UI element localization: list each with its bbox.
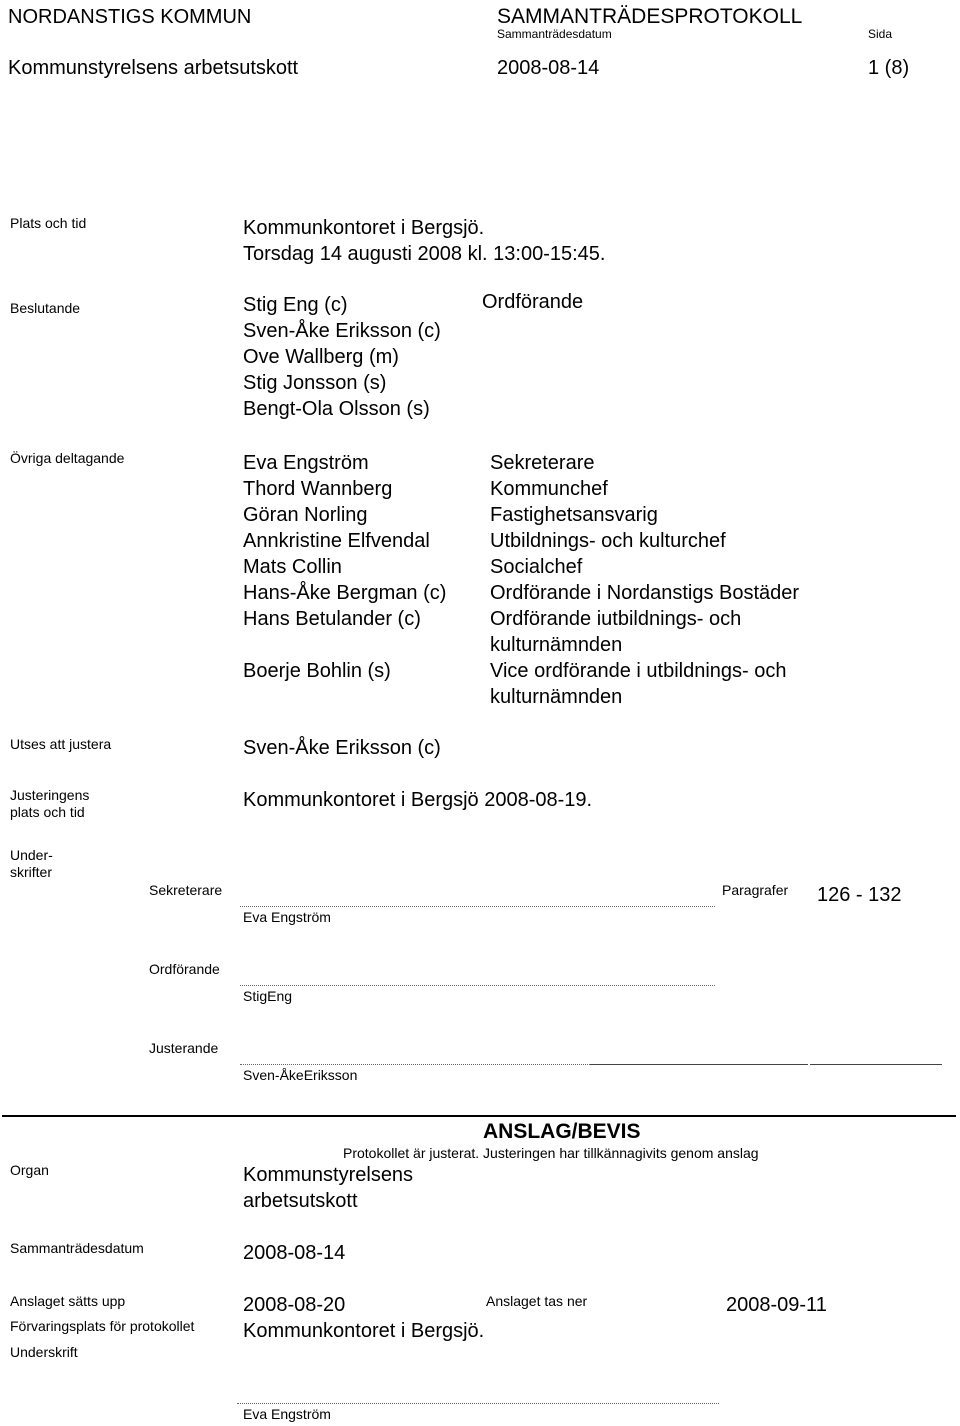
meeting-date-value: 2008-08-14 (243, 1242, 346, 1264)
page-column-label: Sida (868, 27, 893, 41)
posted-label: Anslaget sätts upp (10, 1293, 126, 1309)
participant-name: Göran Norling (243, 504, 368, 526)
place-line: Kommunkontoret i Bergsjö. (243, 217, 485, 239)
notice-signature-line (237, 1403, 719, 1404)
other-participants-label: Övriga deltagande (10, 450, 125, 466)
removed-label: Anslaget tas ner (486, 1293, 588, 1309)
adjuster-value: Sven-Åke Eriksson (c) (243, 737, 441, 759)
place-time-value (243, 215, 605, 267)
chair-label: Ordförande (149, 961, 220, 977)
secretary-name: Eva Engström (243, 909, 331, 925)
organ-label: Organ (10, 1162, 49, 1178)
date-column-label: Sammanträdesdatum (497, 27, 612, 41)
adjustment-place-value: Kommunkontoret i Bergsjö 2008-08-19. (243, 789, 593, 811)
meeting-date-label: Sammanträdesdatum (10, 1240, 144, 1256)
committee-name: Kommunstyrelsens arbetsutskott (8, 57, 299, 79)
other-participants-names (243, 450, 446, 684)
signature-label: Underskrift (10, 1344, 78, 1360)
chair-role: Ordförande (482, 291, 584, 313)
participant-name: Eva Engström (243, 452, 369, 474)
paragraphs-label: Paragrafer (722, 882, 789, 898)
secretary-label: Sekreterare (149, 882, 223, 898)
decision-makers-list (243, 292, 441, 422)
second-adjusting-signature-line (590, 1064, 808, 1065)
participant-name: Annkristine Elfvendal (243, 530, 430, 552)
time-line: Torsdag 14 augusti 2008 kl. 13:00-15:45. (243, 243, 606, 265)
paragraphs-value: 126 - 132 (817, 884, 902, 906)
signatures-label-1: Under- (10, 847, 53, 863)
participant-role: Ordförande i Nordanstigs Bostäder (490, 582, 800, 604)
organ-line: arbetsutskott (243, 1190, 358, 1212)
section-divider (2, 1115, 956, 1117)
participant-role: Sekreterare (490, 452, 595, 474)
participant-name: Mats Collin (243, 556, 342, 578)
participant-role: Socialchef (490, 556, 583, 578)
member-name: Stig Eng (c) (243, 294, 348, 316)
meeting-date: 2008-08-14 (497, 57, 600, 79)
notice-signer-name: Eva Engström (243, 1406, 331, 1422)
adjustment-place-label-2: plats och tid (10, 804, 85, 820)
participant-role: kulturnämnden (490, 686, 623, 708)
adjusting-name: Sven-ÅkeEriksson (243, 1067, 358, 1083)
notice-subtitle: Protokollet är justerat. Justeringen har tillkännagivits genom anslag (343, 1145, 759, 1161)
participant-name: Hans Betulander (c) (243, 608, 421, 630)
adjusting-label: Justerande (149, 1040, 219, 1056)
member-name: Stig Jonsson (s) (243, 372, 387, 394)
participant-role: Utbildnings- och kulturchef (490, 530, 726, 552)
chair-name: StigEng (243, 988, 293, 1004)
other-participants-roles (490, 450, 799, 710)
participant-name: Hans-Åke Bergman (c) (243, 582, 447, 604)
storage-label: Förvaringsplats för protokollet (10, 1318, 195, 1334)
adjuster-label: Utses att justera (10, 736, 112, 752)
third-adjusting-signature-line (810, 1064, 942, 1065)
signatures-label-2: skrifter (10, 864, 52, 880)
organ-value (243, 1162, 413, 1214)
member-name: Sven-Åke Eriksson (c) (243, 320, 441, 342)
participant-name (243, 632, 446, 658)
member-name: Bengt-Ola Olsson (s) (243, 398, 430, 420)
organization-name: NORDANSTIGS KOMMUN (8, 6, 252, 28)
storage-value: Kommunkontoret i Bergsjö. (243, 1320, 485, 1342)
adjustment-place-label-1: Justeringens (10, 787, 90, 803)
participant-name: Boerje Bohlin (s) (243, 660, 391, 682)
adjusting-signature-line (240, 1064, 590, 1065)
removed-value: 2008-09-11 (726, 1294, 827, 1316)
secretary-signature-line (240, 906, 715, 907)
organ-line: Kommunstyrelsens (243, 1164, 414, 1186)
participant-role: kulturnämnden (490, 634, 623, 656)
participant-role: Fastighetsansvarig (490, 504, 658, 526)
document-type: SAMMANTRÄDESPROTOKOLL (497, 5, 803, 28)
participant-role: Vice ordförande i utbildnings- och (490, 660, 787, 682)
participant-name: Thord Wannberg (243, 478, 393, 500)
decision-makers-label: Beslutande (10, 300, 81, 316)
posted-value: 2008-08-20 (243, 1294, 346, 1316)
page-number: 1 (8) (868, 57, 910, 79)
participant-role: Ordförande iutbildnings- och (490, 608, 742, 630)
participant-role: Kommunchef (490, 478, 608, 500)
notice-title: ANSLAG/BEVIS (483, 1120, 641, 1143)
place-time-label: Plats och tid (10, 215, 87, 231)
chair-signature-line (240, 985, 715, 986)
member-name: Ove Wallberg (m) (243, 346, 399, 368)
